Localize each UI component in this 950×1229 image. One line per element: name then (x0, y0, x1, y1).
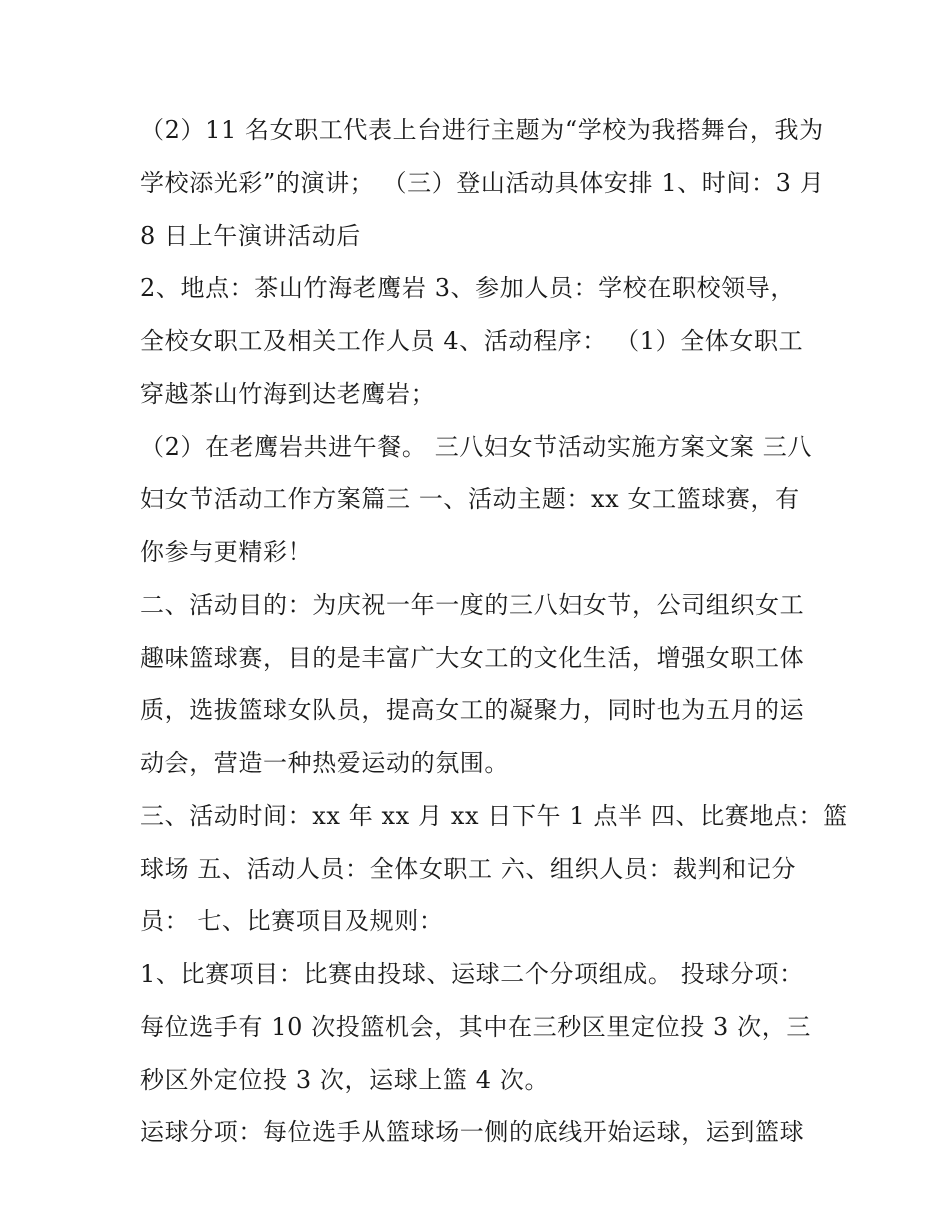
text-line: 运球分项：每位选手从篮球场一侧的底线开始运球，运到篮球 (140, 1118, 805, 1147)
document-body (140, 108, 848, 1163)
text-line: （2）11 名女职工代表上台进行主题为“学校为我搭舞台，我为 (140, 116, 824, 144)
text-line: 穿越茶山竹海到达老鹰岩； (140, 379, 436, 408)
text-line: 秒区外定位投 3 次，运球上篮 4 次。 (140, 1065, 550, 1094)
text-line: 二、活动目的：为庆祝一年一度的三八妇女节，公司组织女工 (140, 590, 805, 619)
text-line: 质，选拔篮球女队员，提高女工的凝聚力，同时也为五月的运 (140, 696, 805, 725)
text-line: 趣味篮球赛，目的是丰富广大女工的文化生活，增强女职工体 (140, 643, 805, 672)
text-line: 8 日上午演讲活动后 (140, 221, 361, 250)
text-line: 你参与更精彩！ (140, 538, 313, 566)
text-line: 全校女职工及相关工作人员 4、活动程序： （1）全体女职工 (140, 327, 804, 355)
text-line: 三、活动时间：xx 年 xx 月 xx 日下午 1 点半 四、比赛地点：篮 (140, 801, 848, 830)
text-line: 球场 五、活动人员：全体女职工 六、组织人员：裁判和记分 (140, 854, 797, 883)
text-line: 动会，营造一种热爱运动的氛围。 (140, 749, 509, 777)
text-line: 妇女节活动工作方案篇三 一、活动主题：xx 女工篮球赛，有 (140, 485, 800, 514)
text-line: 1、比赛项目：比赛由投球、运球二个分项组成。 投球分项： (140, 960, 804, 988)
text-line: 学校添光彩”的演讲； （三）登山活动具体安排 1、时间：3 月 (140, 168, 825, 197)
text-line: （2）在老鹰岩共进午餐。 三八妇女节活动实施方案文案 三八 (140, 432, 812, 461)
text-line: 2、地点：茶山竹海老鹰岩 3、参加人员：学校在职校领导， (140, 274, 795, 303)
text-line: 员： 七、比赛项目及规则： (140, 907, 444, 936)
text-line: 每位选手有 10 次投篮机会，其中在三秒区里定位投 3 次，三 (140, 1012, 811, 1041)
